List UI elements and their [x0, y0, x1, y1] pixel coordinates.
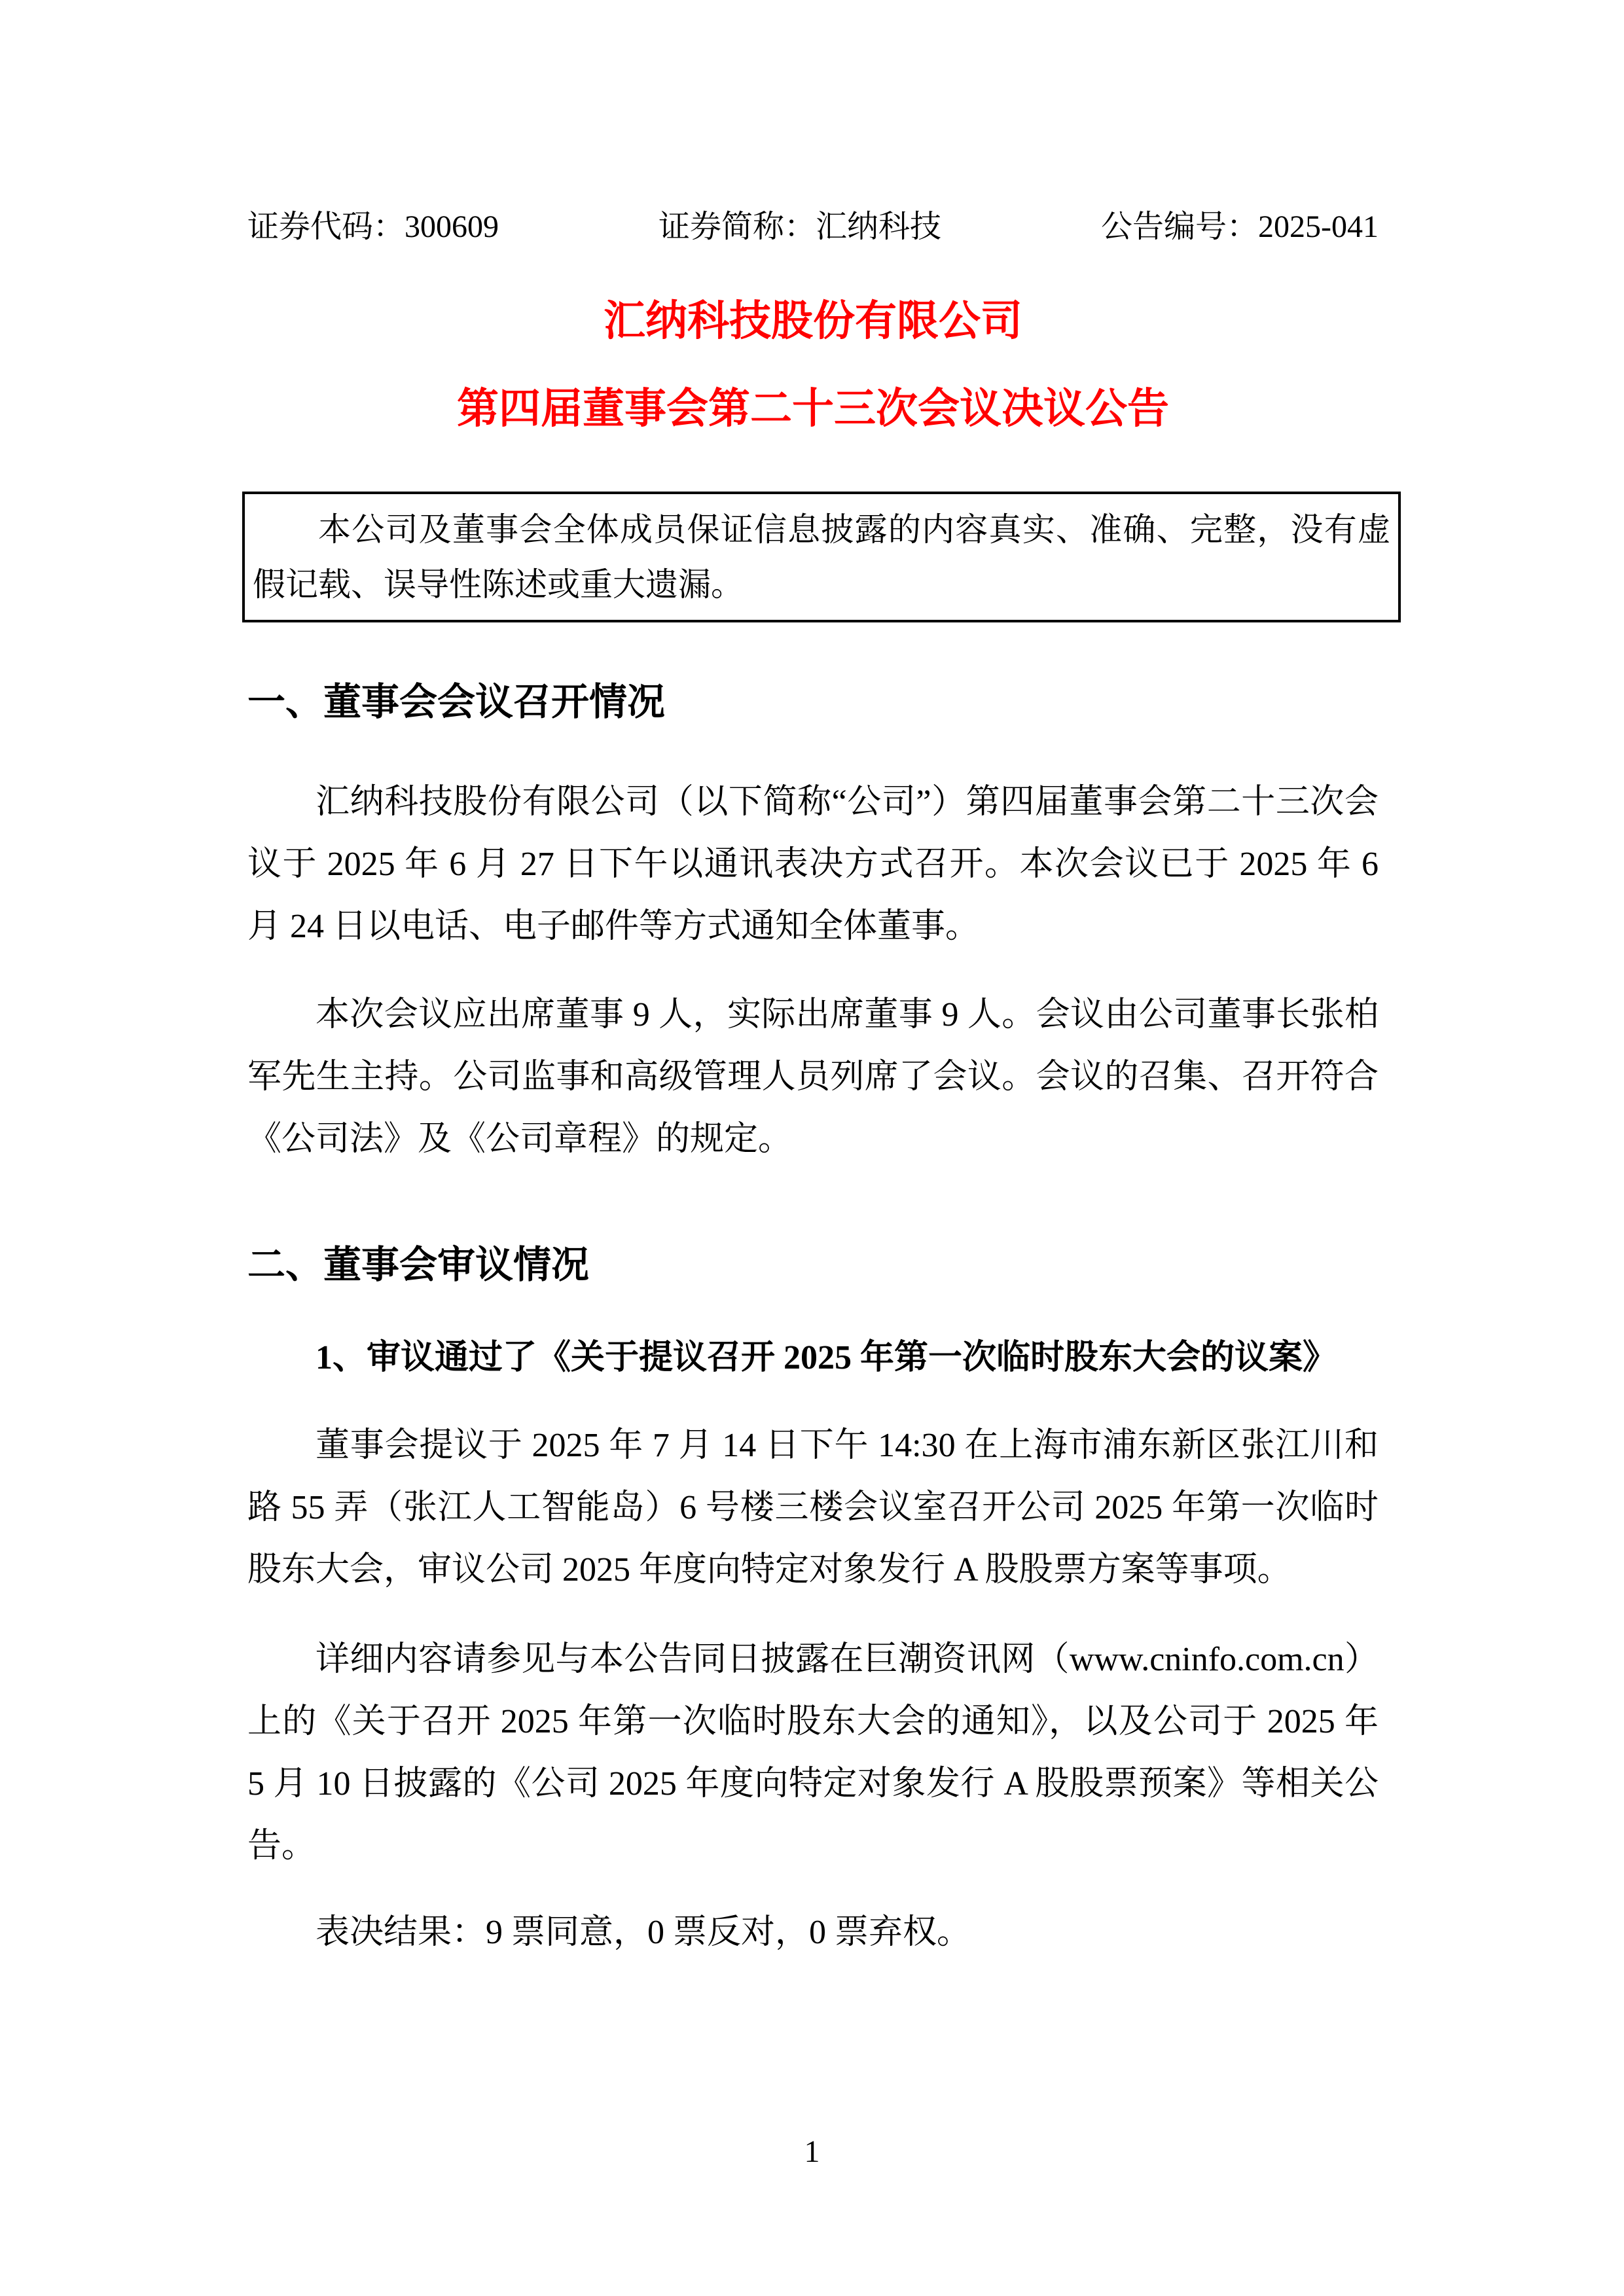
doc-header — [247, 207, 1379, 247]
page-number: 1 — [804, 2134, 820, 2169]
item-1-paragraph-2: 详细内容请参见与本公告同日披露在巨潮资讯网（www.cninfo.com.cn）上的《关于召开 2025 年第一次临时股东大会的通知》，以及公司于 2025 年 5 月 10 日披露的《公司 2025 年度向特定对象发行 A 股股票预案》等相关公告。 — [247, 1641, 1379, 1865]
disclaimer-box — [242, 492, 1401, 622]
stock-short-name: 证券简称：汇纳科技 — [659, 209, 942, 244]
item-1-heading: 1、审议通过了《关于提议召开 2025 年第一次临时股东大会的议案》 — [316, 1339, 1337, 1376]
vote-result: 表决结果：9 票同意，0 票反对，0 票弃权。 — [316, 1914, 971, 1951]
stock-code: 证券代码：300609 — [247, 209, 499, 244]
section-2-heading: 二、董事会审议情况 — [247, 1244, 590, 1286]
announcement-title: 第四届董事会第二十三次会议决议公告 — [457, 386, 1169, 432]
company-name-title: 汇纳科技股份有限公司 — [604, 298, 1022, 344]
meeting-convening-paragraph-2: 本次会议应出席董事 9 人，实际出席董事 9 人。会议由公司董事长张柏军先生主持。公司监事和高级管理人员列席了会议。会议的召集、召开符合《公司法》及《公司章程》的规定。 — [247, 996, 1379, 1158]
item-1-paragraph-1: 董事会提议于 2025 年 7 月 14 日下午 14:30 在上海市浦东新区张江川和路 55 弄（张江人工智能岛）6 号楼三楼会议室召开公司 2025 年第一次临时股东大会，审议公司 2025 年度向特定对象发行 A 股股票方案等事项。 — [247, 1427, 1379, 1588]
announcement-number: 公告编号：2025-041 — [1101, 209, 1379, 244]
section-1-heading: 一、董事会会议召开情况 — [247, 681, 666, 723]
meeting-convening-paragraph-1: 汇纳科技股份有限公司（以下简称“公司”）第四届董事会第二十三次会议于 2025 年 6 月 27 日下午以通讯表决方式召开。本次会议已于 2025 年 6 月 24 日以电话、电子邮件等方式通知全体董事。 — [247, 783, 1379, 945]
disclaimer-text: 本公司及董事会全体成员保证信息披露的内容真实、准确、完整，没有虚假记载、误导性陈述或重大遗漏。 — [253, 511, 1390, 603]
